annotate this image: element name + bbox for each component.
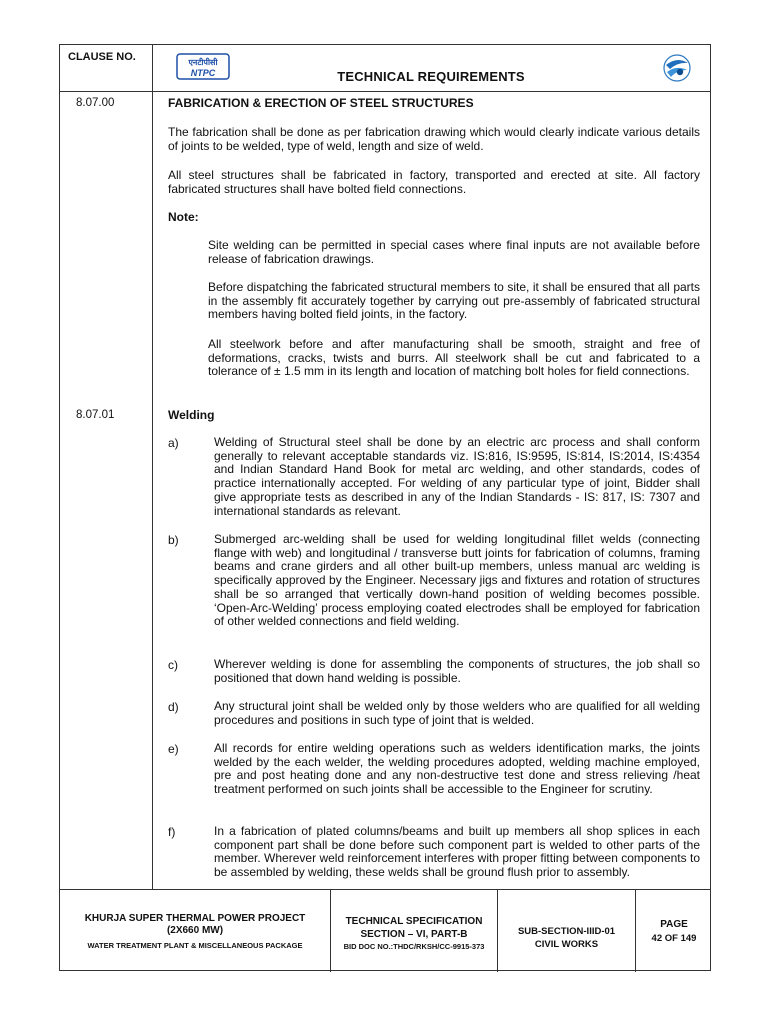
- clause-label: CLAUSE NO.: [68, 51, 136, 63]
- note-paragraph: Site welding can be permitted in special cases where final inputs are not available before release of fabrication drawings.: [208, 238, 700, 266]
- list-marker: f): [168, 825, 176, 839]
- paragraph: The fabrication shall be done as per fabrication drawing which would clearly indicate various details of joints to be welded, type of weld, length and size of weld.: [168, 125, 700, 153]
- list-item: Wherever welding is done for assembling the components of structures, the job shall so positioned that down hand welding is possible.: [214, 657, 700, 685]
- section-heading: FABRICATION & ERECTION OF STEEL STRUCTURES: [168, 96, 474, 110]
- footer-spec-section: SECTION – VI, PART-B: [360, 929, 468, 940]
- list-marker: b): [168, 533, 179, 547]
- list-item: Submerged arc-welding shall be used for welding longitudinal fillet welds (connecting flange with web) and longitudinal / transverse butt joints for fabrication of columns, framing beams and crane girders and all other built-up members, unless manual arc welding is specifically approved by the Engineer. Necessary jigs and fixtures and rotation of structures shall be so arranged that vertically down-hand position of welding becomes possible. ‘Open-Arc-Welding’ process employing coated electrodes shall be employed for fabrication of other welded connections and field welding.: [214, 532, 700, 629]
- footer-page: [636, 889, 712, 972]
- page-frame: [59, 44, 711, 971]
- list-item: Welding of Structural steel shall be done by an electric arc process and shall conform generally to relevant acceptable standards viz. IS:816, IS:9595, IS:814, IS:2014, IS:4354 and Indian Standard Hand Book for metal arc welding, and other standards, codes of practice internationally accepted. For welding of any particular type of joint, Bidder shall give appropriate tests as described in any of the Indian Standards - IS: 817, IS: 7307 and international standards as relevant.: [214, 435, 700, 518]
- footer-bid-doc: BID DOC NO.:THDC/RKSH/CC-9915-373: [343, 942, 485, 951]
- clause-column-divider: [152, 45, 153, 889]
- list-marker: a): [168, 436, 179, 450]
- footer-page-label: PAGE: [660, 919, 688, 930]
- list-item: All records for entire welding operations such as welders identification marks, the joints welded by the each welder, the welding procedures adopted, welding machine employed, pre and post heating done and any non-destructive test done and stress relieving /heat treatment performed on such joints shall be accessible to the Engineer for scrutiny.: [214, 741, 700, 797]
- footer-project-name: KHURJA SUPER THERMAL POWER PROJECT: [84, 913, 306, 924]
- footer-spec: [331, 889, 497, 972]
- list-marker: d): [168, 700, 179, 714]
- footer-package: WATER TREATMENT PLANT & MISCELLANEOUS PACKAGE: [87, 941, 303, 950]
- clause-number: 8.07.00: [76, 97, 115, 109]
- footer-project: [60, 889, 330, 972]
- list-item: In a fabrication of plated columns/beams and built up members all shop splices in each component part shall be done before such component part is welded to other parts of the member. Wherever weld reinforcement interferes with proper fitting between components to be assembled by welding, these welds shall be ground flush prior to assembly.: [214, 824, 700, 880]
- list-marker: e): [168, 742, 179, 756]
- section-heading: Welding: [168, 408, 215, 422]
- page-title: TECHNICAL REQUIREMENTS: [337, 69, 525, 84]
- ntpc-logo-hindi: एनटीपीसी: [188, 58, 218, 67]
- footer-subsection: [498, 889, 635, 972]
- footer-project-capacity: (2X660 MW): [166, 925, 224, 936]
- paragraph: All steel structures shall be fabricated in factory, transported and erected at site. All factory fabricated structures shall have bolted field connections.: [168, 168, 700, 196]
- emblem-logo: [660, 53, 694, 83]
- footer-subsection-name: SUB-SECTION-IIID-01: [517, 926, 616, 937]
- header-divider: [60, 91, 710, 92]
- ntpc-logo-english: NTPC: [190, 68, 216, 78]
- footer-civil-works: CIVIL WORKS: [534, 939, 599, 950]
- list-marker: c): [168, 658, 178, 672]
- footer-spec-title: TECHNICAL SPECIFICATION: [345, 916, 483, 927]
- note-label: Note:: [168, 210, 199, 224]
- note-paragraph: All steelwork before and after manufacturing shall be smooth, straight and free of deformations, cracks, twists and burrs. All steelwork shall be cut and fabricated to a tolerance of ± 1.5 mm in its length and location of matching bolt holes for field connections.: [208, 337, 700, 379]
- page-number: 42 OF 149: [651, 933, 697, 944]
- list-item: Any structural joint shall be welded only by those welders who are qualified for all welding procedures and positions in such type of joint that is welded.: [214, 699, 700, 727]
- note-paragraph: Before dispatching the fabricated structural members to site, it shall be ensured that all parts in the assembly fit accurately together by carrying out pre-assembly of fabricated structural members having bolted field joints, in the factory.: [208, 280, 700, 322]
- clause-number: 8.07.01: [76, 409, 115, 421]
